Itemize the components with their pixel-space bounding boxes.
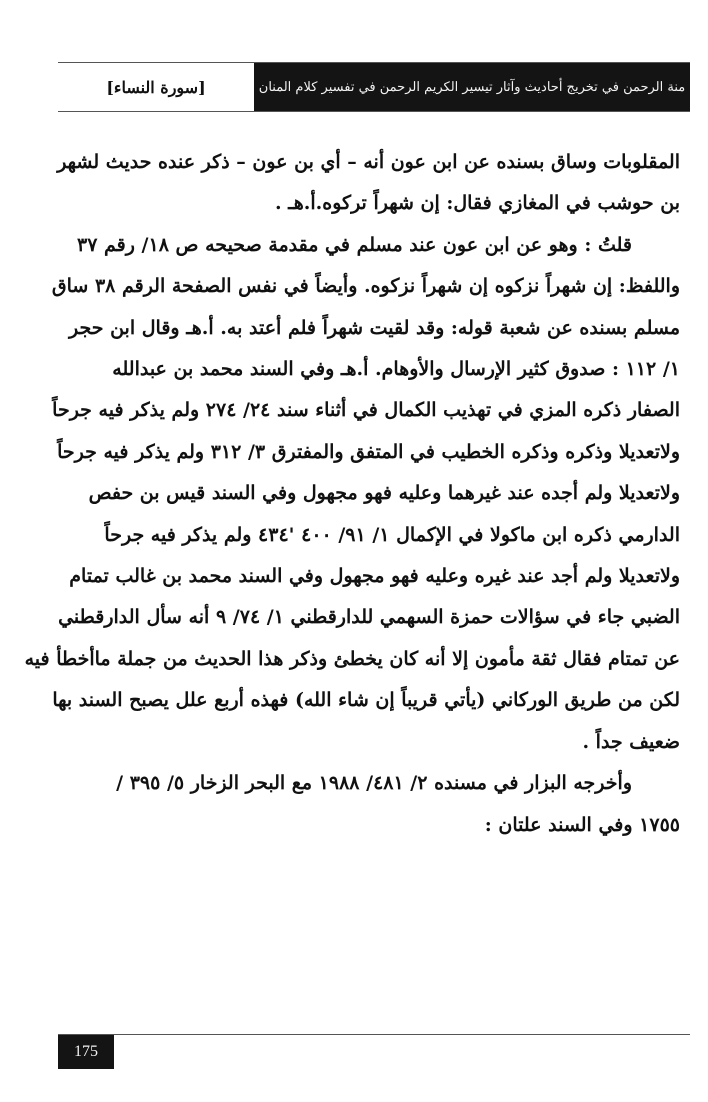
text-line: قلتُ : وهو عن ابن عون عند مسلم في مقدمة صحيحه ص ١٨/ رقم ٣٧ — [77, 233, 632, 256]
text-line: مسلم بسنده عن شعبة قوله: وقد لقيت شهراً فلم أعتد به. أ.هـ وقال ابن حجر — [68, 316, 680, 339]
text-line: ولاتعديلا ولم أجده عند غيرهما وعليه فهو مجهول وفي السند قيس بن حفص — [88, 482, 680, 505]
text-line: ١٧٥٥ وفي السند علتان : — [484, 813, 680, 836]
text-line: وأخرجه البزار في مسنده ٢/ ٤٨١/ ١٩٨٨ مع البحر الزخار ٥/ ٣٩٥ / — [116, 772, 632, 795]
paragraph-1 — [58, 142, 680, 225]
text-line: بن حوشب في المغازي فقال: إن شهراً تركوه.أ.هـ . — [274, 192, 680, 215]
paragraph-3 — [58, 763, 680, 846]
page-body — [24, 142, 680, 846]
paragraph-2 — [24, 225, 680, 763]
text-line: ١/ ١١٢ : صدوق كثير الإرسال والأوهام. أ.هـ وفي السند محمد بن عبدالله — [112, 358, 680, 381]
text-line: واللفظ: إن شهراً نزكوه إن شهراً نزكوه. وأيضاً في نفس الصفحة الرقم ٣٨ ساق — [51, 275, 680, 298]
footer-divider — [58, 1034, 690, 1035]
surah-label: [سورة النساء] — [106, 77, 206, 97]
text-line: لكن من طريق الوركاني (يأتي قريباً إن شاء الله) فهذه أربع علل يصبح السند بها — [52, 689, 680, 712]
text-line: ولاتعديلا وذكره وذكره الخطيب في المتفق والمفترق ٣/ ٣١٢ ولم يذكر فيه جرحاً — [57, 440, 680, 463]
text-line: ضعيف جداً . — [582, 730, 680, 753]
text-line: ولاتعديلا ولم أجد عند غيره وعليه فهو مجهول وفي السند محمد بن غالب تمتام — [69, 565, 680, 588]
text-line: الصفار ذكره المزي في تهذيب الكمال في أثناء سند ٢٤/ ٢٧٤ ولم يذكر فيه جرحاً — [52, 399, 680, 422]
page-number: 175 — [58, 1035, 114, 1069]
text-line: الدارمي ذكره ابن ماكولا في الإكمال ١/ ٩١/ ٤٠٠ '٤٣٤ ولم يذكر فيه جرحاً — [104, 523, 680, 546]
text-line: المقلوبات وساق بسنده عن ابن عون أنه – أي بن عون – ذكر عنده حديث لشهر — [57, 151, 680, 173]
text-line: عن تمتام فقال ثقة مأمون إلا أنه كان يخطئ وذكر هذا الحديث من جملة ماأخطأ فيه — [24, 647, 680, 670]
book-title: منة الرحمن في تخريج أحاديث وآثار تيسير الكريم الرحمن في تفسير كلام المنان — [254, 63, 690, 111]
running-header — [58, 62, 690, 112]
text-line: الضبي جاء في سؤالات حمزة السهمي للدارقطني ١/ ٧٤/ ٩ أنه سأل الدارقطني — [58, 606, 680, 629]
